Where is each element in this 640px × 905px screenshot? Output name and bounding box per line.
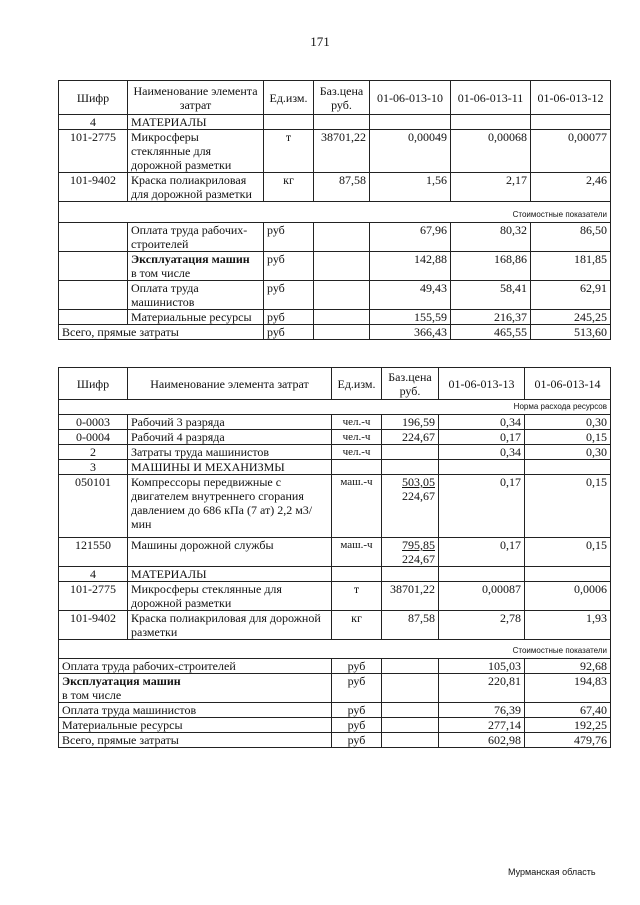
cost-name: Оплата труда машинистов xyxy=(128,281,264,310)
row-code: 2 xyxy=(59,445,128,460)
table-row xyxy=(59,430,611,445)
row-value: 0,15 xyxy=(525,475,611,538)
section-number: 4 xyxy=(59,567,128,582)
header-code: Шифр xyxy=(59,368,128,400)
row-unit: т xyxy=(332,582,382,611)
section-title: МАТЕРИАЛЫ xyxy=(128,115,264,130)
cost-unit: руб xyxy=(332,659,382,674)
row-name: Рабочий 4 разряда xyxy=(128,430,332,445)
row-name: Рабочий 3 разряда xyxy=(128,415,332,430)
row-code: 101-2775 xyxy=(59,130,128,173)
region-footer: Мурманская область xyxy=(508,867,596,877)
header-base-price: Баз.цена руб. xyxy=(382,368,439,400)
table-row xyxy=(59,582,611,611)
row-value: 0,00087 xyxy=(439,582,525,611)
cost-unit: руб xyxy=(264,325,314,340)
row-value: 0,00077 xyxy=(531,130,611,173)
cost-unit: руб xyxy=(332,718,382,733)
section-number: 4 xyxy=(59,115,128,130)
cost-value: 142,88 xyxy=(370,252,451,281)
row-value: 0,00049 xyxy=(370,130,451,173)
row-value: 0,34 xyxy=(439,445,525,460)
cost-unit: руб xyxy=(264,310,314,325)
row-value: 0,30 xyxy=(525,415,611,430)
row-code: 0-0003 xyxy=(59,415,128,430)
table-row xyxy=(59,445,611,460)
row-unit: чел.-ч xyxy=(332,430,382,445)
row-code: 0-0004 xyxy=(59,430,128,445)
section-title: МАШИНЫ И МЕХАНИЗМЫ xyxy=(128,460,332,475)
cost-row xyxy=(59,703,611,718)
cost-value: 49,43 xyxy=(370,281,451,310)
row-value: 1,93 xyxy=(525,611,611,640)
row-price: 87,58 xyxy=(314,173,370,202)
section-row xyxy=(59,460,611,475)
row-price-top: 795,85 xyxy=(402,538,435,552)
cost-value: 479,76 xyxy=(525,733,611,748)
row-value: 0,17 xyxy=(439,430,525,445)
cost-name: Материальные ресурсы xyxy=(59,718,332,733)
table-row xyxy=(59,130,611,173)
row-price-bottom: 224,67 xyxy=(402,489,435,503)
row-price: 87,58 xyxy=(382,611,439,640)
page-number: 171 xyxy=(310,34,330,49)
cost-value: 194,83 xyxy=(525,674,611,703)
header-col-14: 01-06-013-14 xyxy=(525,368,611,400)
cost-name: Материальные ресурсы xyxy=(128,310,264,325)
subheader-row xyxy=(59,640,611,659)
row-unit: маш.-ч xyxy=(332,538,382,567)
cost-indicators-label: Стоимостные показатели xyxy=(59,202,611,223)
cost-unit: руб xyxy=(264,223,314,252)
row-price-bottom: 224,67 xyxy=(402,552,435,566)
section-title: МАТЕРИАЛЫ xyxy=(128,567,332,582)
row-unit: маш.-ч xyxy=(332,475,382,538)
row-value: 0,34 xyxy=(439,415,525,430)
cost-row xyxy=(59,252,611,281)
row-value: 0,17 xyxy=(439,538,525,567)
row-code: 101-9402 xyxy=(59,173,128,202)
cost-value: 277,14 xyxy=(439,718,525,733)
table-row xyxy=(59,611,611,640)
row-name: Краска полиакриловая для дорожной разметки xyxy=(128,611,332,640)
cost-value: 86,50 xyxy=(531,223,611,252)
cost-value: 62,91 xyxy=(531,281,611,310)
row-name: Компрессоры передвижные с двигателем внутреннего сгорания давлением до 686 кПа (7 ат) 2,2 м3/мин xyxy=(128,475,332,538)
table-row xyxy=(59,173,611,202)
row-unit: чел.-ч xyxy=(332,415,382,430)
row-unit: т xyxy=(264,130,314,173)
cost-value: 80,32 xyxy=(451,223,531,252)
row-value: 2,17 xyxy=(451,173,531,202)
subheader-row xyxy=(59,400,611,415)
row-price: 38701,22 xyxy=(382,582,439,611)
row-unit: чел.-ч xyxy=(332,445,382,460)
cost-value: 245,25 xyxy=(531,310,611,325)
cost-name: Оплата труда рабочих-строителей xyxy=(128,223,264,252)
cost-value: 192,25 xyxy=(525,718,611,733)
row-name: Машины дорожной службы xyxy=(128,538,332,567)
subheader-row xyxy=(59,202,611,223)
header-col-11: 01-06-013-11 xyxy=(451,81,531,115)
cost-value: 602,98 xyxy=(439,733,525,748)
header-col-12: 01-06-013-12 xyxy=(531,81,611,115)
row-code: 101-9402 xyxy=(59,611,128,640)
row-value: 2,78 xyxy=(439,611,525,640)
cost-unit: руб xyxy=(332,733,382,748)
table-row xyxy=(59,475,611,538)
cost-name: Оплата труда рабочих-строителей xyxy=(59,659,332,674)
cost-name: Эксплуатация машин xyxy=(131,252,250,266)
cost-unit: руб xyxy=(332,703,382,718)
cost-value: 92,68 xyxy=(525,659,611,674)
row-name: Микросферы стеклянные для дорожной разметки xyxy=(128,130,264,173)
row-name: Краска полиакриловая для дорожной разметки xyxy=(128,173,264,202)
row-name: Микросферы стеклянные для дорожной разметки xyxy=(128,582,332,611)
row-unit: кг xyxy=(264,173,314,202)
cost-row xyxy=(59,310,611,325)
row-price: 38701,22 xyxy=(314,130,370,173)
table-row xyxy=(59,415,611,430)
cost-row xyxy=(59,659,611,674)
cost-name: Всего, прямые затраты xyxy=(59,733,332,748)
cost-row xyxy=(59,674,611,703)
row-code: 050101 xyxy=(59,475,128,538)
row-price-top: 503,05 xyxy=(402,475,435,489)
cost-value: 220,81 xyxy=(439,674,525,703)
cost-value: 105,03 xyxy=(439,659,525,674)
table-header-row xyxy=(59,368,611,400)
cost-value: 67,96 xyxy=(370,223,451,252)
row-value: 0,0006 xyxy=(525,582,611,611)
cost-name: Всего, прямые затраты xyxy=(59,325,264,340)
cost-row xyxy=(59,281,611,310)
cost-value: 465,55 xyxy=(451,325,531,340)
cost-value: 168,86 xyxy=(451,252,531,281)
row-value: 0,00068 xyxy=(451,130,531,173)
cost-row xyxy=(59,223,611,252)
row-unit: кг xyxy=(332,611,382,640)
row-value: 0,17 xyxy=(439,475,525,538)
table-header-row xyxy=(59,81,611,115)
section-row xyxy=(59,115,611,130)
cost-row xyxy=(59,718,611,733)
cost-value: 366,43 xyxy=(370,325,451,340)
cost-value: 181,85 xyxy=(531,252,611,281)
header-unit: Ед.изм. xyxy=(264,81,314,115)
cost-unit: руб xyxy=(264,281,314,310)
header-code: Шифр xyxy=(59,81,128,115)
cost-table-2 xyxy=(58,367,611,748)
cost-indicators-label: Стоимостные показатели xyxy=(59,640,611,659)
row-price: 224,67 xyxy=(382,430,439,445)
cost-value: 513,60 xyxy=(531,325,611,340)
row-name: Затраты труда машинистов xyxy=(128,445,332,460)
resource-norm-label: Норма расхода ресурсов xyxy=(59,400,611,415)
row-value: 1,56 xyxy=(370,173,451,202)
cost-unit: руб xyxy=(264,252,314,281)
cost-row xyxy=(59,733,611,748)
header-name: Наименование элемента затрат xyxy=(128,368,332,400)
row-value: 2,46 xyxy=(531,173,611,202)
header-name: Наименование элемента затрат xyxy=(128,81,264,115)
row-value: 0,15 xyxy=(525,538,611,567)
row-price: 196,59 xyxy=(382,415,439,430)
cost-note: в том числе xyxy=(62,688,122,702)
cost-value: 67,40 xyxy=(525,703,611,718)
cost-note: в том числе xyxy=(131,266,191,280)
row-code: 101-2775 xyxy=(59,582,128,611)
row-value: 0,15 xyxy=(525,430,611,445)
cost-name: Эксплуатация машин xyxy=(62,674,181,688)
header-col-10: 01-06-013-10 xyxy=(370,81,451,115)
cost-row xyxy=(59,325,611,340)
row-code: 121550 xyxy=(59,538,128,567)
cost-value: 76,39 xyxy=(439,703,525,718)
cost-value: 155,59 xyxy=(370,310,451,325)
cost-unit: руб xyxy=(332,674,382,703)
cost-table-1 xyxy=(58,80,611,340)
header-col-13: 01-06-013-13 xyxy=(439,368,525,400)
table-row xyxy=(59,538,611,567)
header-unit: Ед.изм. xyxy=(332,368,382,400)
header-base-price: Баз.цена руб. xyxy=(314,81,370,115)
section-number: 3 xyxy=(59,460,128,475)
cost-name: Оплата труда машинистов xyxy=(59,703,332,718)
section-row xyxy=(59,567,611,582)
cost-value: 58,41 xyxy=(451,281,531,310)
cost-value: 216,37 xyxy=(451,310,531,325)
row-value: 0,30 xyxy=(525,445,611,460)
